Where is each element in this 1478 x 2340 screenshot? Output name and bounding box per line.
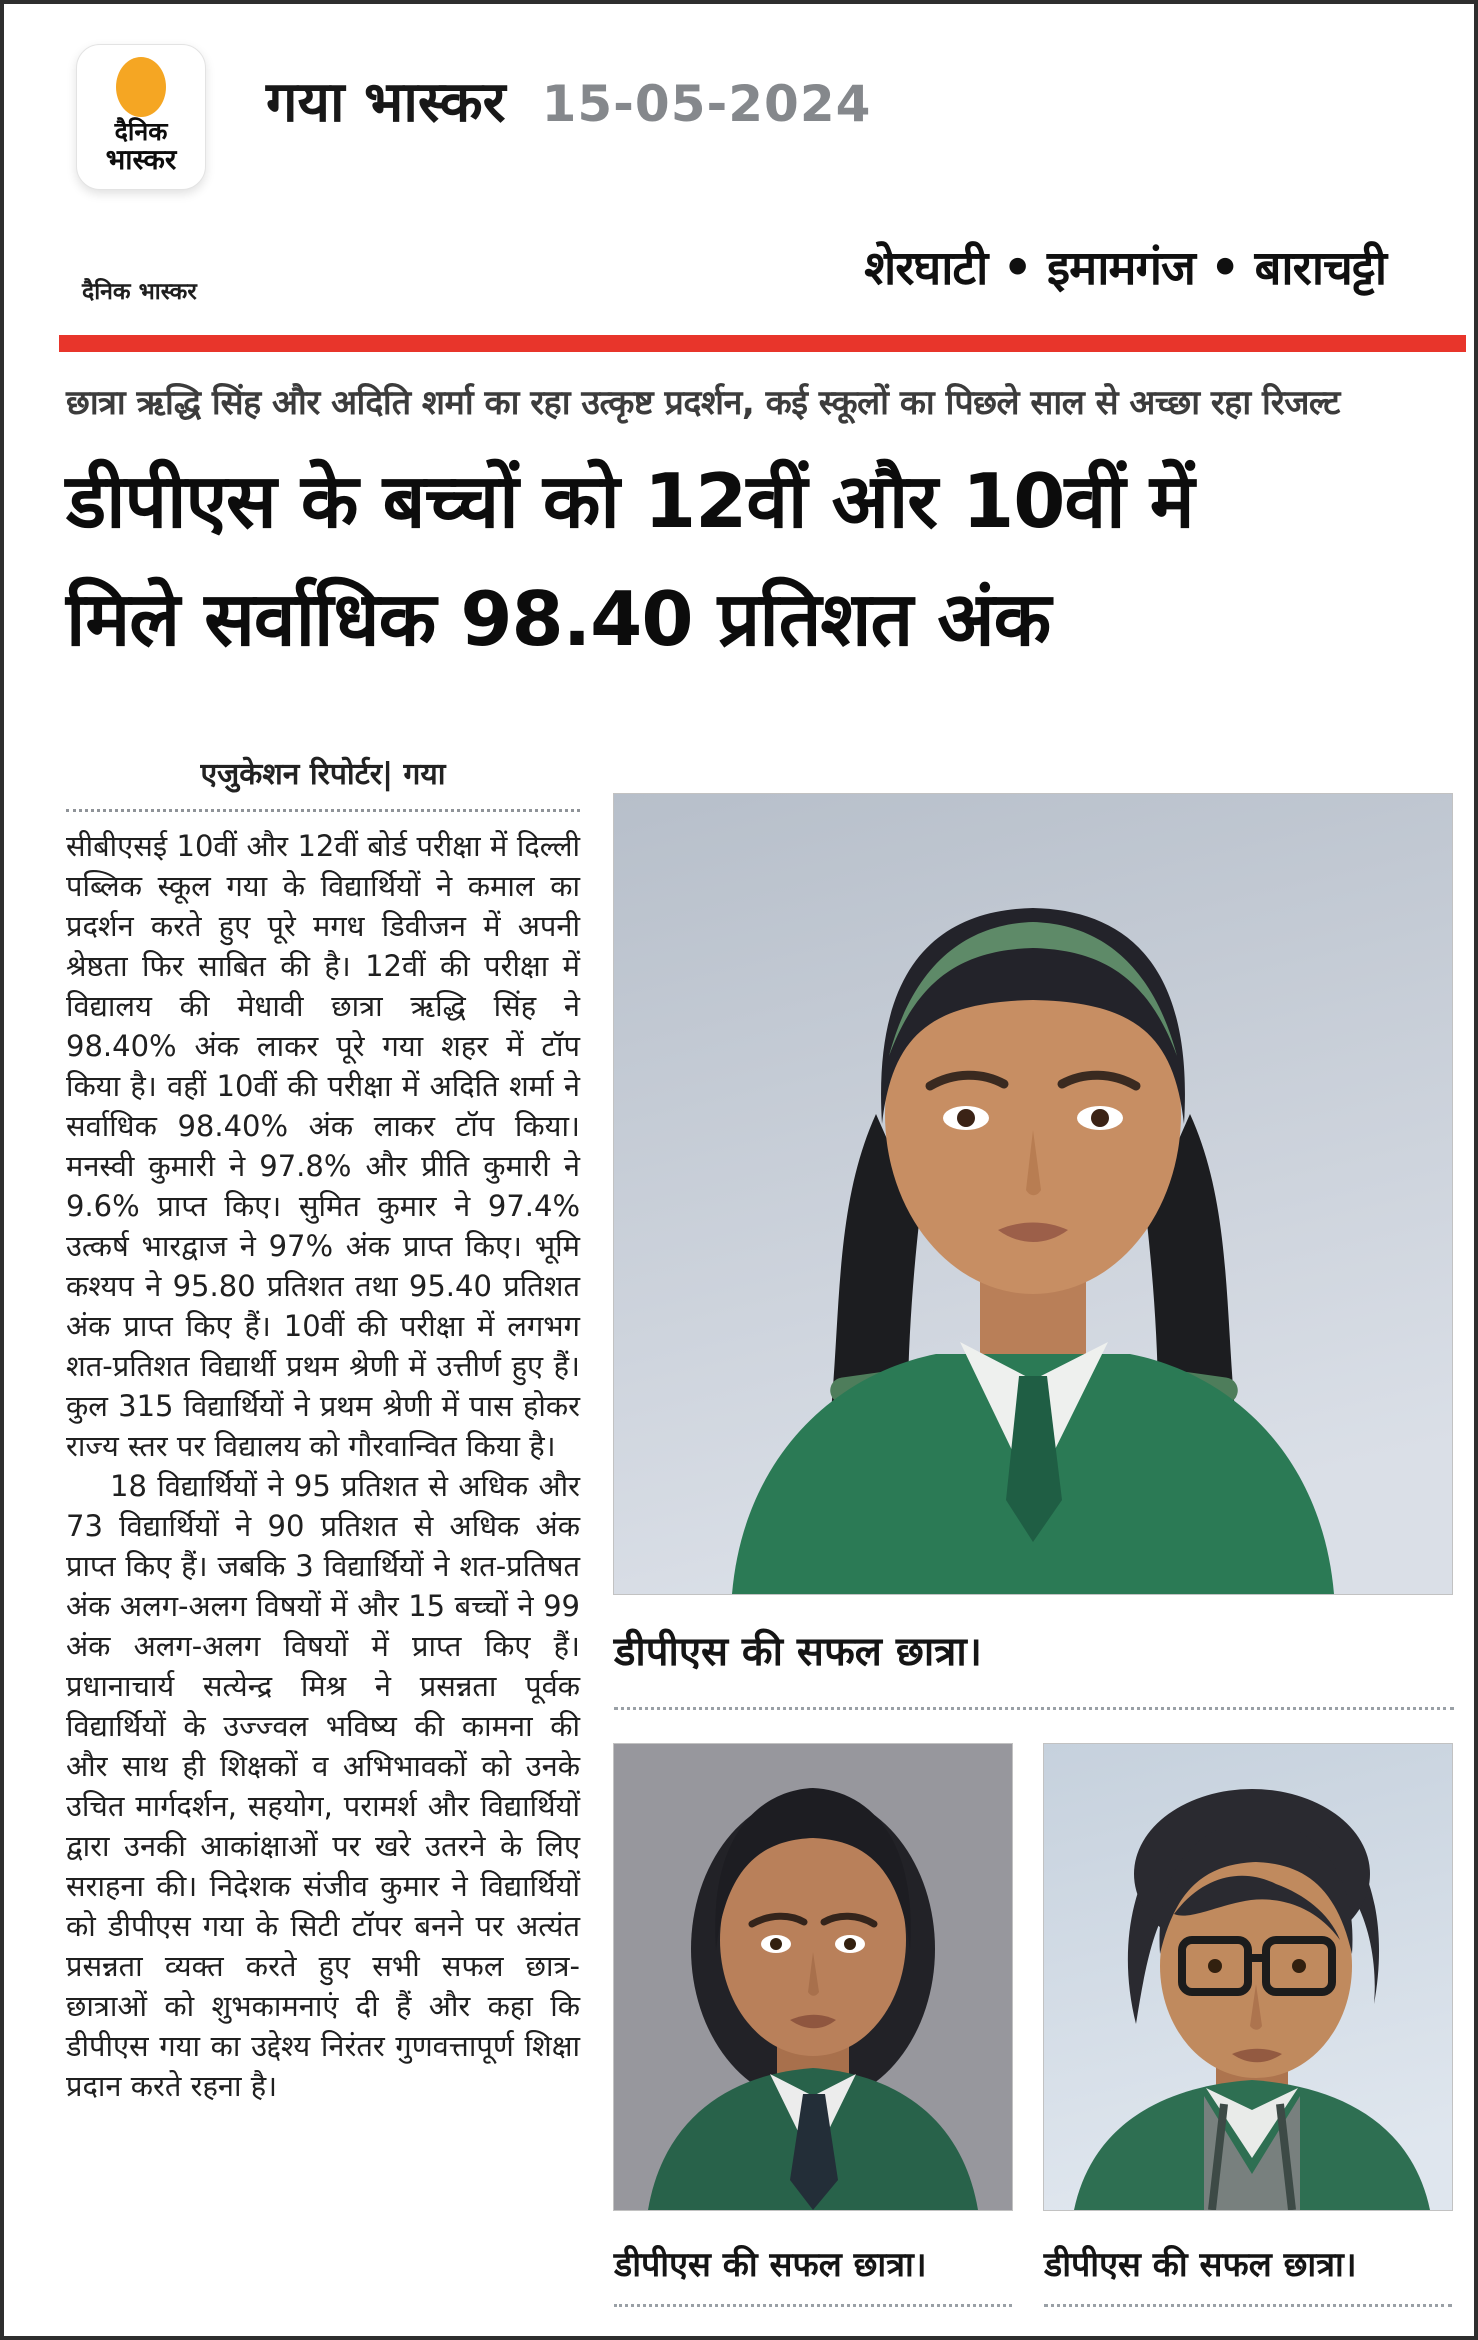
masthead-row	[266, 62, 871, 138]
left-photo-caption: डीपीएस की सफल छात्रा।	[614, 2245, 927, 2285]
main-photo-caption: डीपीएस की सफल छात्रा।	[614, 1629, 982, 1675]
byline-rule	[66, 809, 580, 812]
left-caption-rule	[614, 2304, 1012, 2307]
dainik-bhaskar-logo	[76, 44, 206, 190]
byline: एजुकेशन रिपोर्टर| गया	[200, 757, 446, 792]
article-paragraph: 18 विद्यार्थियों ने 95 प्रतिशत से अधिक और 73 विद्यार्थियों ने 90 प्रतिशत से अधिक अंक प्राप्त किए हैं। जबकि 3 विद्यार्थियों ने शत-प्रतिषत अंक अलग-अलग विषयों में और 15 बच्चों ने 99 अंक अलग-अलग विषयों में प्राप्त किए हैं। प्रधानाचार्य सत्येन्द्र मिश्र ने प्रसन्नता पूर्वक विद्यार्थियों के उज्ज्वल भविष्य की कामना की और साथ ही शिक्षकों व अभिभावकों को उनके उचित मार्गदर्शन, सहयोग, परामर्श और विद्यार्थियों द्वारा उनकी आकांक्षाओं पर खरे उतरने के लिए सराहना की। निदेशक संजीव कुमार ने विद्यार्थियों को डीपीएस गया के सिटी टॉपर बनने पर अत्यंत प्रसन्नता व्यक्त करते हुए सभी सफल छात्र-छात्राओं को शुभकामनाएं दी हैं और कहा कि डीपीएस गया का उद्देश्य निरंतर गुणवत्तापूर्ण शिक्षा प्रदान करते रहना है।	[66, 1469, 580, 2103]
small-captions-row	[614, 2240, 1454, 2307]
right-caption-rule	[1044, 2304, 1452, 2307]
headline-line-2: मिले सर्वाधिक 98.40 प्रतिशत अंक	[66, 575, 1051, 663]
sun-dot-icon	[116, 57, 166, 117]
article-body	[66, 826, 580, 2106]
photo-column	[614, 794, 1454, 2307]
right-caption-cell	[1044, 2240, 1452, 2307]
logo-text-line2: भास्कर	[105, 143, 177, 176]
photo-column-rule	[614, 1707, 1454, 1710]
logo-text-line1: दैनिक	[114, 117, 168, 146]
main-photo-illustration	[614, 794, 1452, 1594]
left-student-photo	[614, 1744, 1012, 2210]
red-divider-bar	[59, 335, 1466, 352]
article-text-column	[66, 752, 580, 2106]
main-headline	[66, 442, 1448, 678]
main-student-photo	[614, 794, 1452, 1594]
edition-title: गया भास्कर	[266, 70, 506, 135]
small-photos-row	[614, 1744, 1454, 2210]
right-photo-caption: डीपीएस की सफल छात्रा।	[1044, 2245, 1357, 2285]
right-student-photo	[1044, 1744, 1452, 2210]
left-photo-illustration	[614, 1744, 1012, 2210]
kicker-subheadline: छात्रा ऋद्धि सिंह और अदिति शर्मा का रहा उत्कृष्ट प्रदर्शन, कई स्कूलों का पिछले साल से अच्छा रहा रिजल्ट	[66, 383, 1340, 423]
region-names: शेरघाटी • इमामगंज • बाराचट्टी	[864, 241, 1386, 296]
article-paragraph: सीबीएसई 10वीं और 12वीं बोर्ड परीक्षा में दिल्ली पब्लिक स्कूल गया के विद्यार्थियों ने कमाल का प्रदर्शन करते हुए पूरे मगध डिवीजन में अपनी श्रेष्ठता फिर साबित की है। 12वीं की परीक्षा में विद्यालय की मेधावी छात्रा ऋद्धि सिंह ने 98.40% अंक लाकर पूरे गया शहर में टॉप किया है। वहीं 10वीं की परीक्षा में अदिति शर्मा ने सर्वाधिक 98.40% अंक लाकर टॉप किया। मनस्वी कुमारी ने 97.8% और प्रीति कुमारी ने 9.6% प्राप्त किए। सुमित कुमार ने 97.4% उत्कर्ष भारद्वाज ने 97% अंक प्राप्त किए। भूमि कश्यप ने 95.80 प्रतिशत तथा 95.40 प्रतिशत अंक प्राप्त किए हैं। 10वीं की परीक्षा में लगभग शत-प्रतिशत विद्यार्थी प्रथम श्रेणी में उत्तीर्ण हुए हैं। कुल 315 विद्यार्थियों ने प्रथम श्रेणी में पास होकर राज्य स्तर पर विद्यालय को गौरवान्वित किया है।	[66, 829, 580, 1463]
edition-date: 15-05-2024	[541, 75, 872, 133]
right-photo-illustration	[1044, 1744, 1452, 2210]
left-caption-cell	[614, 2240, 1012, 2307]
headline-line-1: डीपीएस के बच्चों को 12वीं और 10वीं में	[66, 457, 1194, 545]
small-brand-text: दैनिक भास्कर	[82, 279, 197, 305]
